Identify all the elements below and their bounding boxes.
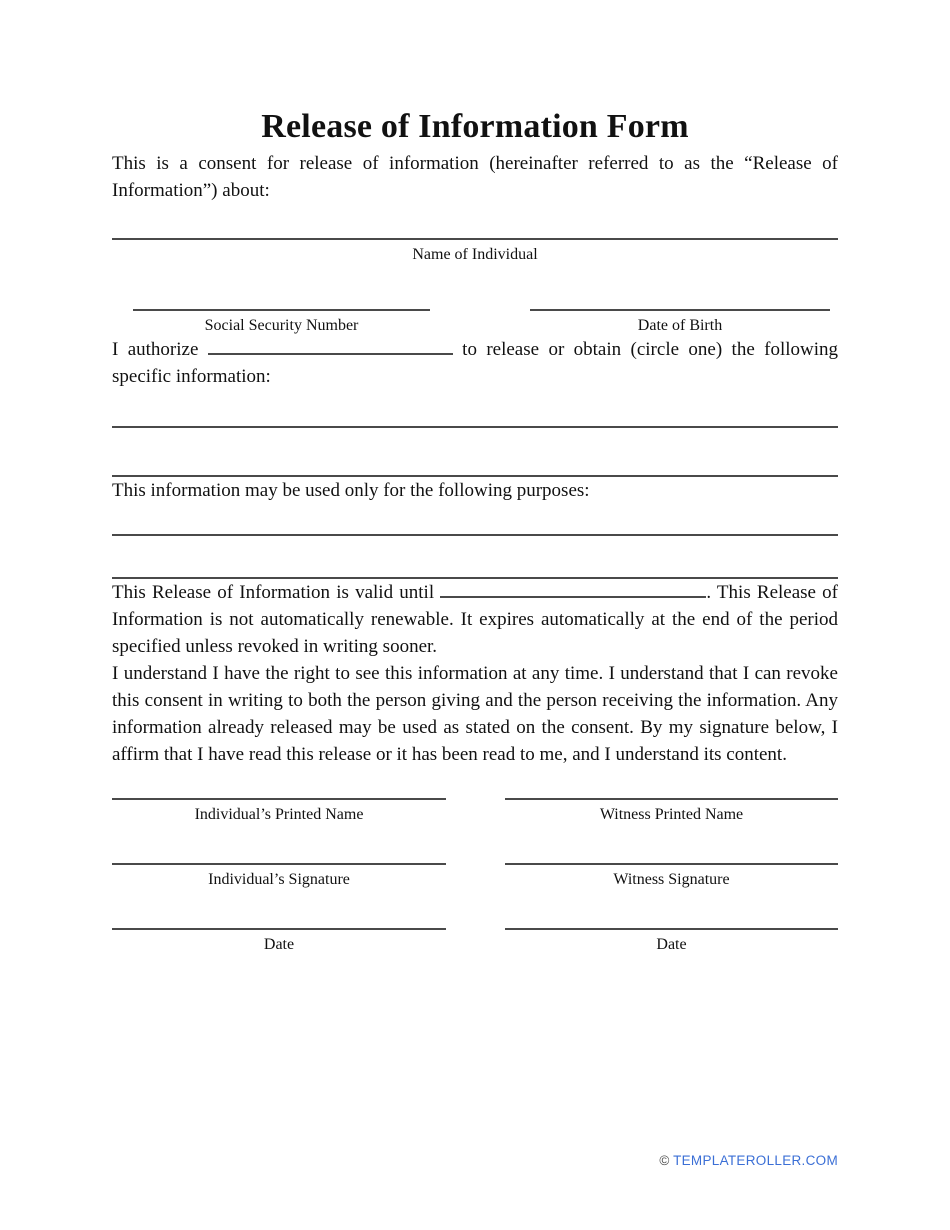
authorize-text-before: I authorize bbox=[112, 339, 199, 360]
ssn-input-line[interactable] bbox=[133, 309, 430, 311]
witness-printed-name-caption: Witness Printed Name bbox=[599, 806, 744, 823]
ssn-field-caption: Social Security Number bbox=[204, 317, 359, 334]
validity-text-before: This Release of Information is valid until bbox=[112, 582, 435, 603]
dob-input-line[interactable] bbox=[530, 309, 830, 311]
individual-signature-caption: Individual’s Signature bbox=[208, 871, 350, 888]
acknowledgement-paragraph: I understand I have the right to see this information at any time. I understand that I can revoke this consent in writing to both the person giving and the person receiving the information. Any information already released may be used as stated on the consent. By my signature below, I affirm that I have read this release or it has been read to me, and I understand its content. bbox=[112, 663, 838, 765]
purposes-paragraph: This information may be used only for the following purposes: bbox=[112, 480, 590, 501]
witness-signature-field bbox=[505, 863, 838, 890]
ssn-dob-row bbox=[112, 309, 838, 336]
individual-printed-name-caption: Individual’s Printed Name bbox=[194, 806, 364, 823]
validity-paragraph bbox=[112, 579, 838, 660]
witness-signature-caption: Witness Signature bbox=[613, 871, 730, 888]
individual-printed-name-field bbox=[112, 798, 446, 825]
purpose-line-1[interactable] bbox=[112, 534, 838, 536]
authorize-text-after: to release or obtain (circle one) the following specific information: bbox=[112, 339, 839, 387]
templateroller-link[interactable]: TEMPLATEROLLER.COM bbox=[673, 1153, 838, 1168]
specific-info-line-1[interactable] bbox=[112, 426, 838, 428]
signature-row bbox=[112, 863, 838, 890]
authorized-party-input-line[interactable] bbox=[208, 336, 453, 355]
date-row bbox=[112, 928, 838, 955]
witness-signature-line[interactable] bbox=[505, 863, 838, 865]
intro-paragraph: This is a consent for release of information (hereinafter referred to as the “Release of Information”) about: bbox=[112, 153, 838, 201]
individual-date-line[interactable] bbox=[112, 928, 446, 930]
individual-date-field bbox=[112, 928, 446, 955]
witness-date-field bbox=[505, 928, 838, 955]
individual-signature-line[interactable] bbox=[112, 863, 446, 865]
printed-name-row bbox=[112, 798, 838, 825]
page-footer bbox=[659, 1152, 838, 1170]
witness-date-line[interactable] bbox=[505, 928, 838, 930]
valid-until-input-line[interactable] bbox=[440, 579, 706, 598]
individual-date-caption: Date bbox=[263, 936, 295, 953]
name-field bbox=[112, 238, 838, 265]
witness-printed-name-line[interactable] bbox=[505, 798, 838, 800]
name-input-line[interactable] bbox=[112, 238, 838, 240]
witness-printed-name-field bbox=[505, 798, 838, 825]
page-title: Release of Information Form bbox=[261, 108, 689, 145]
ssn-field bbox=[133, 309, 430, 336]
individual-printed-name-line[interactable] bbox=[112, 798, 446, 800]
individual-signature-field bbox=[112, 863, 446, 890]
dob-field-caption: Date of Birth bbox=[637, 317, 723, 334]
signature-block bbox=[112, 798, 838, 955]
witness-date-caption: Date bbox=[656, 936, 687, 953]
name-field-caption: Name of Individual bbox=[412, 246, 538, 263]
copyright-symbol: © bbox=[659, 1153, 670, 1168]
authorize-paragraph bbox=[112, 336, 838, 390]
dob-field bbox=[530, 309, 830, 336]
validity-text-after: . This Release of Information is not automatically renewable. It expires automatically at the end of the period specified unless revoked in writing sooner. bbox=[112, 582, 839, 657]
